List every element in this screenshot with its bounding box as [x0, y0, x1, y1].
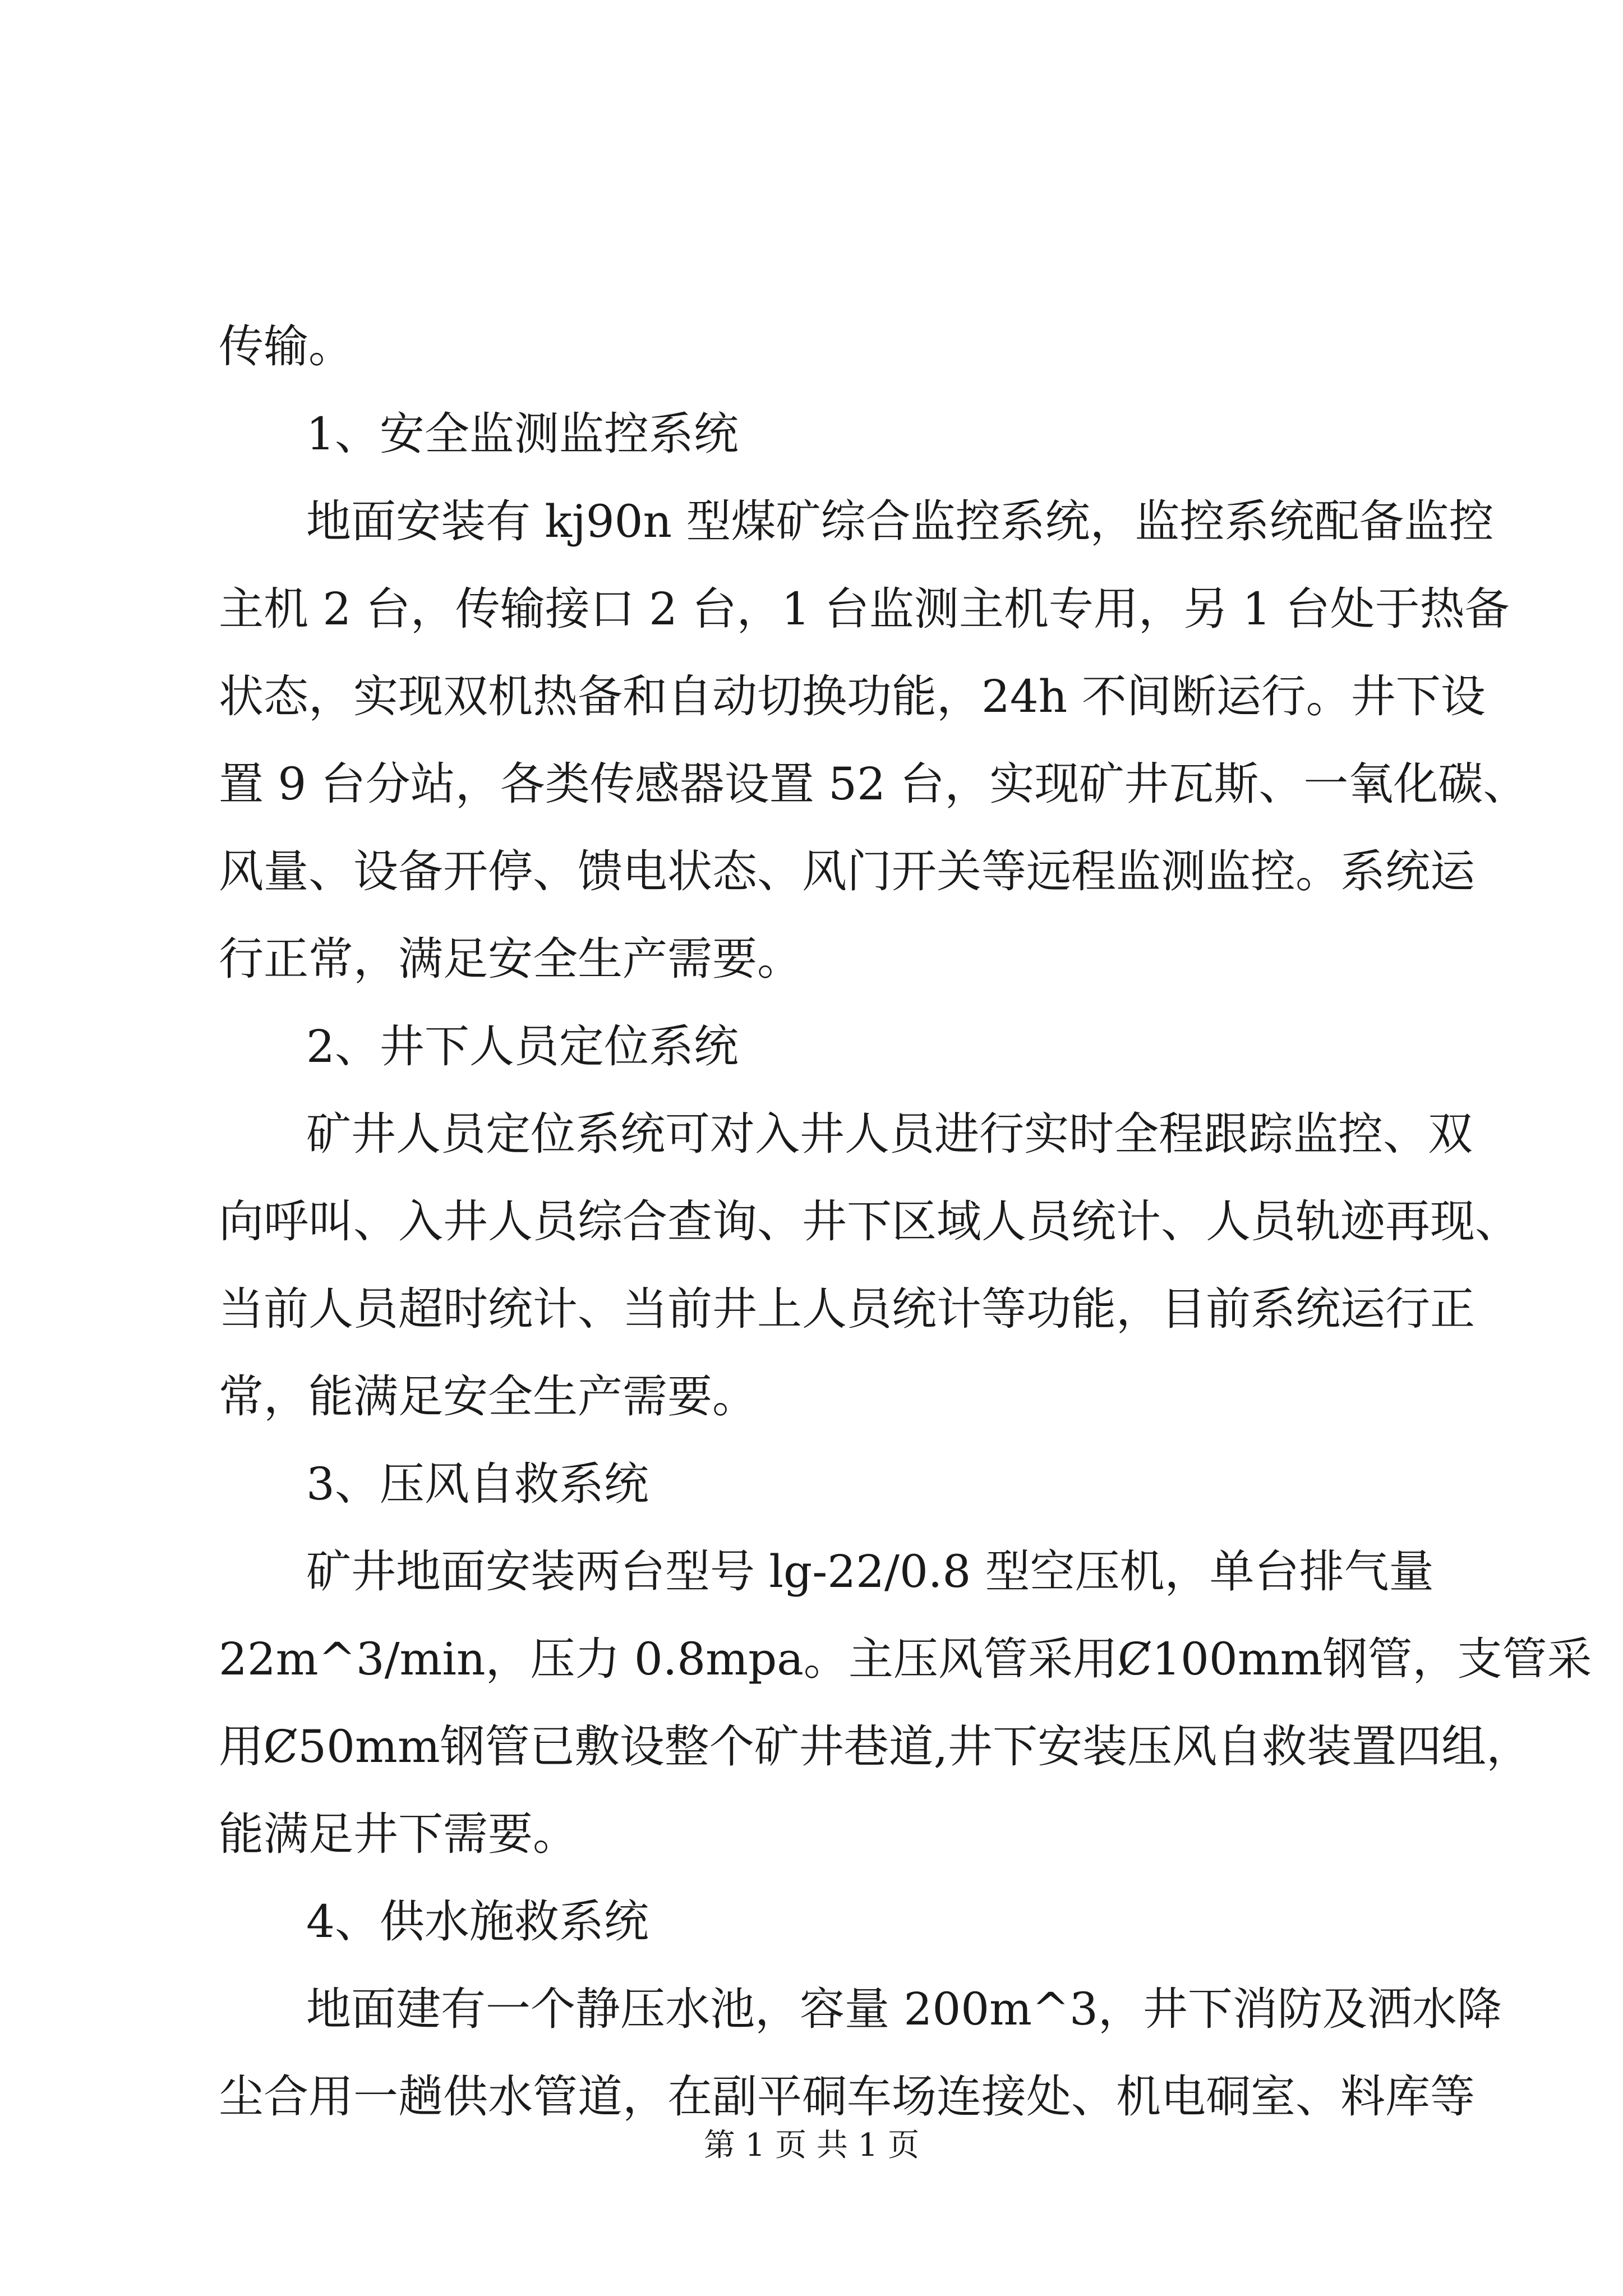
- paragraph-line: 尘合用一趟供水管道，在副平硐车场连接处、机电硐室、料库等: [219, 2070, 1475, 2123]
- paragraph-line: 矿井地面安装两台型号 lg-22/0.8 型空压机，单台排气量: [306, 1545, 1434, 1598]
- paragraph-line: 行正常，满足安全生产需要。: [219, 933, 802, 985]
- paragraph-line: 地面安装有 kj90n 型煤矿综合监控系统，监控系统配备监控: [306, 495, 1494, 547]
- section-heading-personnel-positioning: 2、井下人员定位系统: [306, 1020, 739, 1073]
- paragraph-line: 置 9 台分站，各类传感器设置 52 台，实现矿井瓦斯、一氧化碳、: [219, 758, 1528, 810]
- paragraph-line: 状态，实现双机热备和自动切换功能，24h 不间断运行。井下设: [219, 670, 1486, 723]
- paragraph-line: 常，能满足安全生产需要。: [219, 1370, 757, 1423]
- paragraph-line: 用Ȼ50mm钢管已敷设整个矿井巷道,井下安装压风自救装置四组，: [219, 1720, 1532, 1773]
- paragraph-line: 能满足井下需要。: [219, 1808, 578, 1860]
- document-body: [219, 303, 1592, 2141]
- text-line: 传输。: [219, 320, 353, 372]
- section-heading-compressed-air: 3、压风自救系统: [306, 1458, 649, 1510]
- paragraph-line: 地面建有一个静压水池，容量 200m^3，井下消防及洒水降: [306, 1983, 1502, 2035]
- section-heading-monitoring: 1、安全监测监控系统: [306, 408, 739, 460]
- paragraph-line: 向呼叫、入井人员综合查询、井下区域人员统计、人员轨迹再现、: [219, 1195, 1520, 1248]
- paragraph-line: 主机 2 台，传输接口 2 台，1 台监测主机专用，另 1 台处于热备: [219, 583, 1510, 635]
- page-number-footer: 第 1 页 共 1 页: [703, 2127, 920, 2164]
- paragraph-line: 当前人员超时统计、当前井上人员统计等功能，目前系统运行正: [219, 1283, 1475, 1335]
- paragraph-line: 矿井人员定位系统可对入井人员进行实时全程跟踪监控、双: [306, 1108, 1473, 1160]
- section-heading-water-supply: 4、供水施救系统: [306, 1895, 649, 1948]
- paragraph-line: 22m^3/min，压力 0.8mpa。主压风管采用Ȼ100mm钢管，支管采: [219, 1633, 1592, 1685]
- paragraph-line: 风量、设备开停、馈电状态、风门开关等远程监测监控。系统运: [219, 845, 1475, 898]
